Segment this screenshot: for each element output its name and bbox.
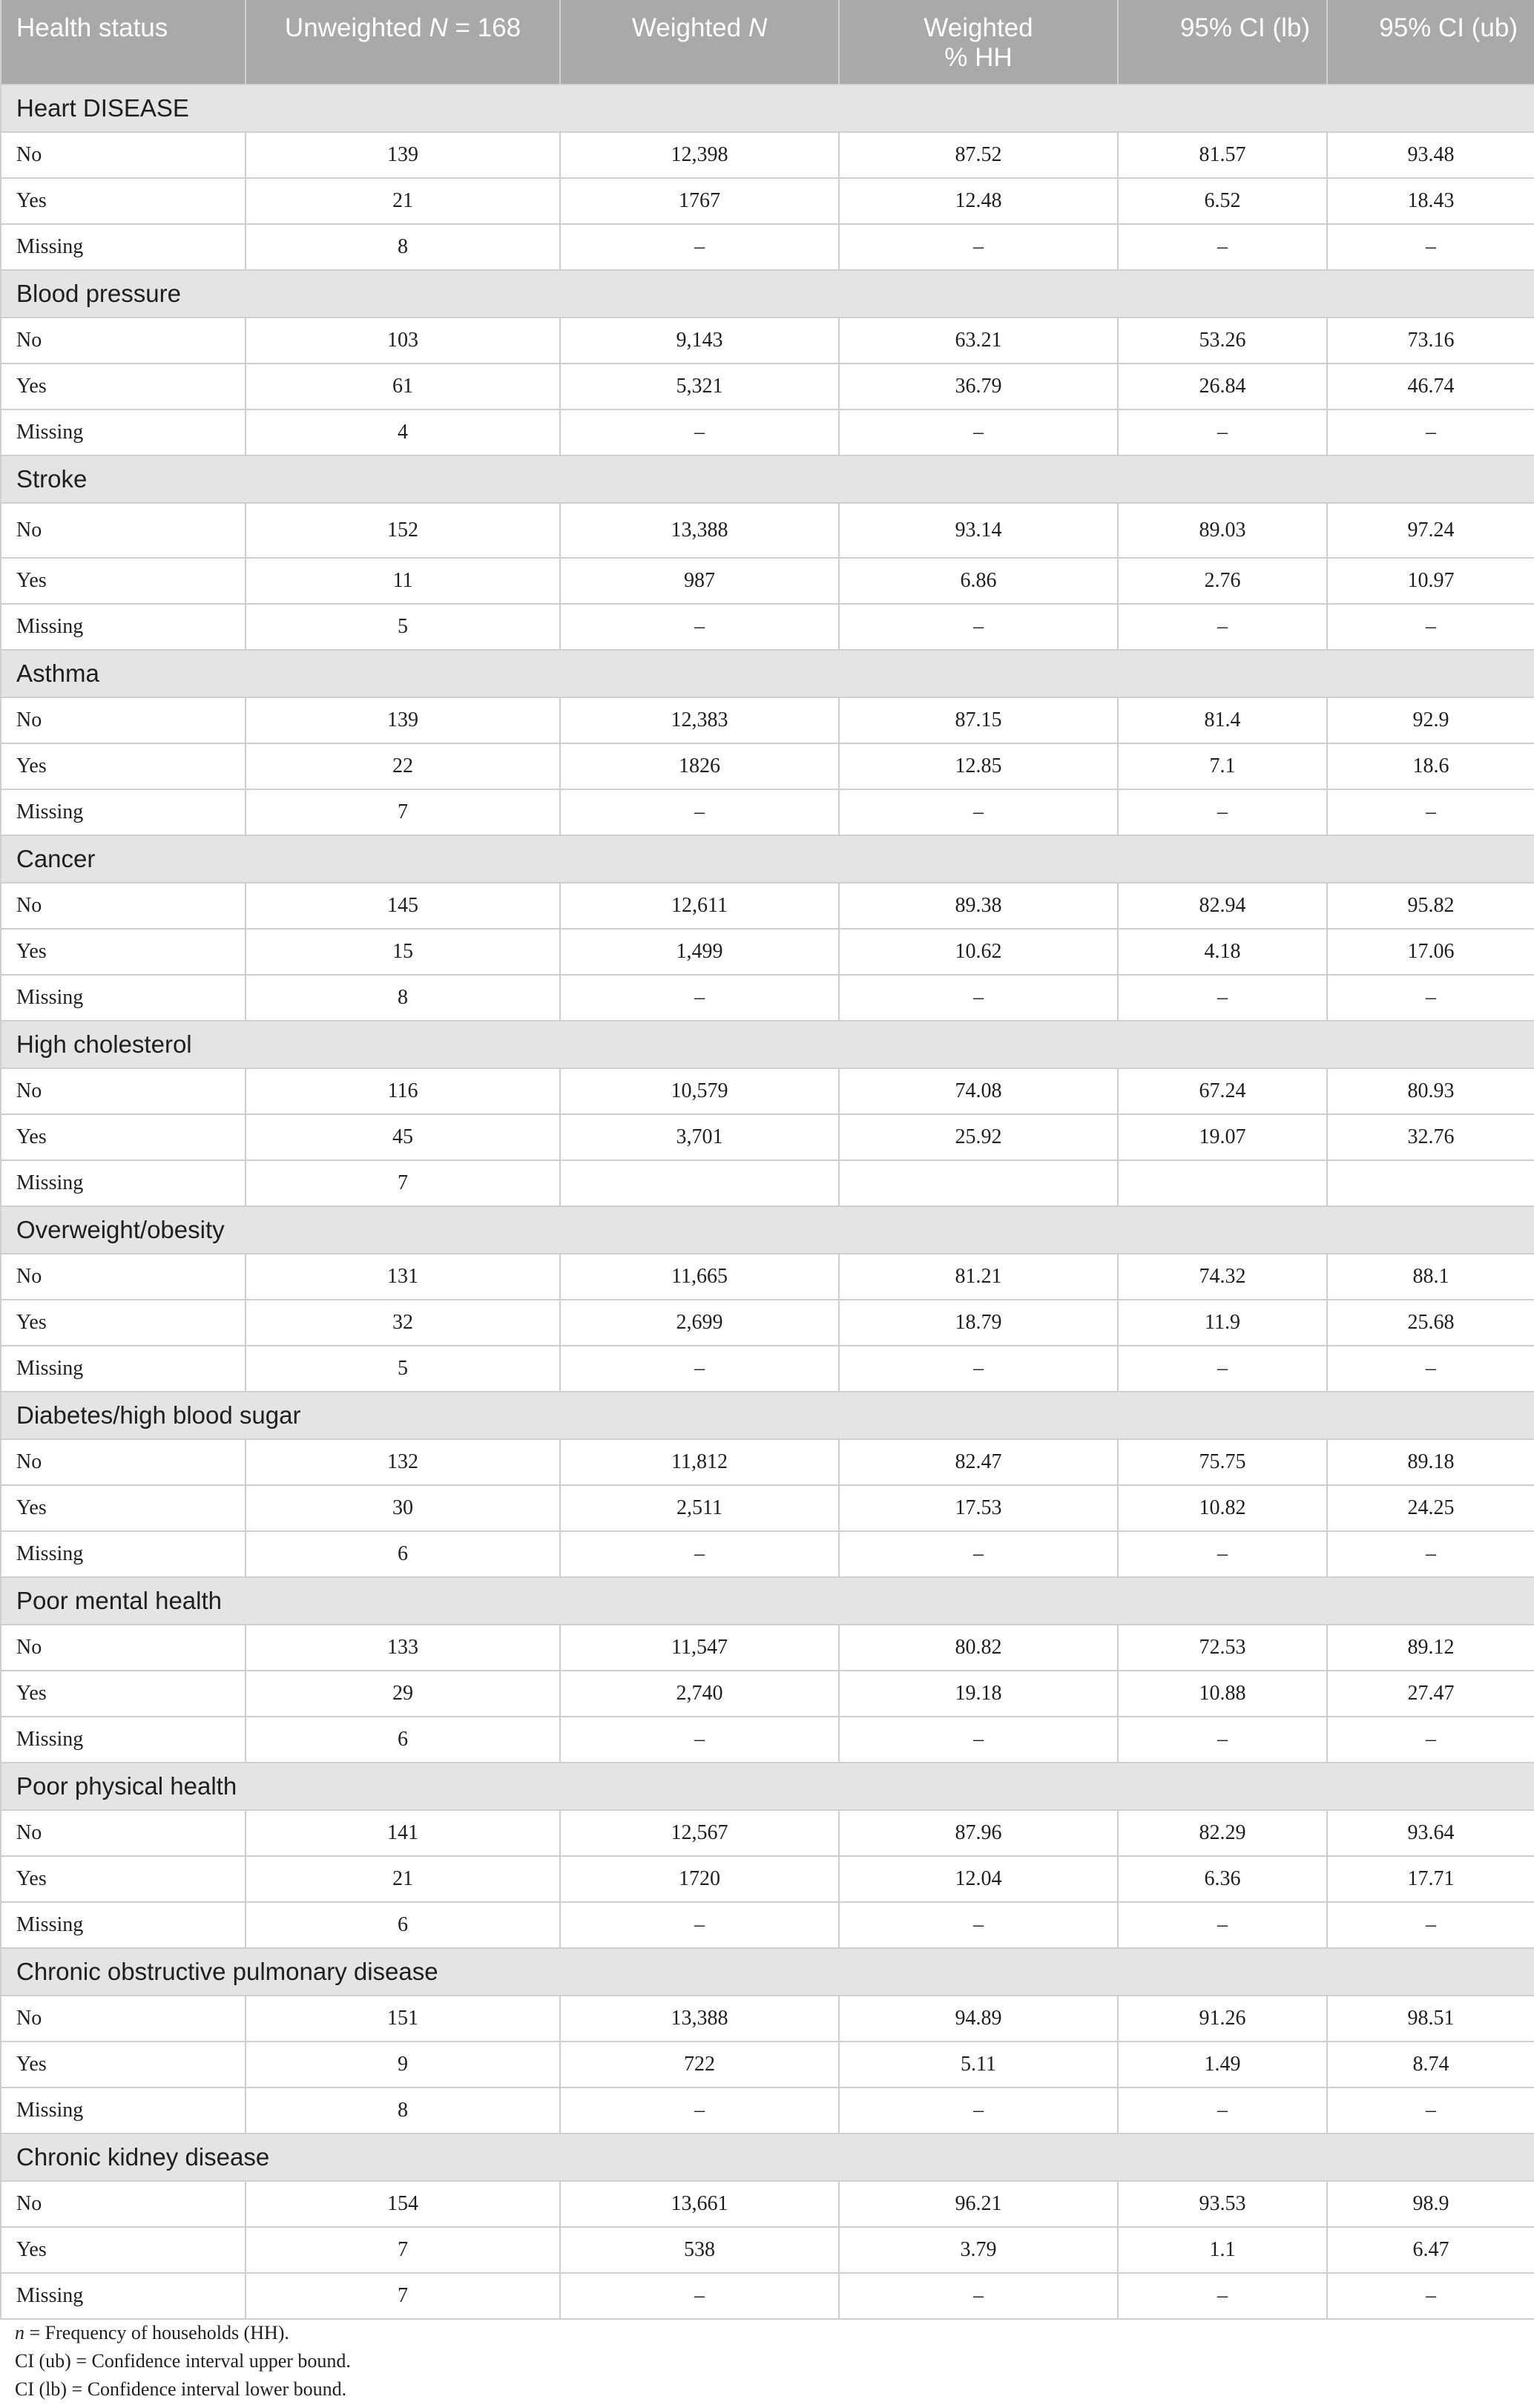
unweighted-n-cell: 5: [246, 604, 560, 650]
weighted-n-cell: 13,661: [560, 2181, 839, 2227]
row-label-cell: Missing: [1, 2273, 246, 2319]
weighted-pct-cell: –: [839, 2088, 1118, 2134]
weighted-pct-cell: –: [839, 1902, 1118, 1948]
weighted-pct-cell: 94.89: [839, 1996, 1118, 2042]
table-row: [1, 178, 1534, 224]
row-label-cell: Yes: [1, 1856, 246, 1902]
group-title: Asthma: [1, 650, 1534, 697]
group-header-row: [1, 650, 1534, 697]
row-label-cell: No: [1, 1439, 246, 1485]
ci-ub-cell: –: [1327, 789, 1534, 835]
group-title: Heart DISEASE: [1, 85, 1534, 132]
unweighted-n-cell: 11: [246, 558, 560, 604]
row-label-cell: No: [1, 503, 246, 558]
group-header-row: [1, 270, 1534, 318]
group-header-row: [1, 1763, 1534, 1810]
row-label-cell: No: [1, 1625, 246, 1671]
weighted-pct-cell: 17.53: [839, 1485, 1118, 1531]
table-row: [1, 2042, 1534, 2088]
group-header-row: [1, 1577, 1534, 1625]
ci-lb-cell: 7.1: [1118, 743, 1327, 789]
ci-ub-cell: 89.12: [1327, 1625, 1534, 1671]
table-row: [1, 1625, 1534, 1671]
unweighted-n-cell: 6: [246, 1902, 560, 1948]
unweighted-n-cell: 139: [246, 132, 560, 178]
ci-ub-cell: 25.68: [1327, 1300, 1534, 1346]
table-row: [1, 132, 1534, 178]
row-label-cell: Missing: [1, 409, 246, 455]
table-row: [1, 2181, 1534, 2227]
ci-lb-cell: 19.07: [1118, 1114, 1327, 1160]
table-row: [1, 1114, 1534, 1160]
weighted-n-cell: 12,383: [560, 697, 839, 743]
weighted-n-cell: 1720: [560, 1856, 839, 1902]
unweighted-n-cell: 145: [246, 883, 560, 929]
ci-ub-cell: 93.48: [1327, 132, 1534, 178]
unweighted-n-cell: 139: [246, 697, 560, 743]
weighted-n-cell: 11,547: [560, 1625, 839, 1671]
ci-ub-cell: –: [1327, 2273, 1534, 2319]
weighted-pct-cell: 93.14: [839, 503, 1118, 558]
unweighted-n-cell: 154: [246, 2181, 560, 2227]
ci-ub-cell: 98.9: [1327, 2181, 1534, 2227]
weighted-pct-cell: –: [839, 604, 1118, 650]
ci-ub-cell: 32.76: [1327, 1114, 1534, 1160]
table-row: [1, 743, 1534, 789]
weighted-n-cell: 2,740: [560, 1671, 839, 1717]
weighted-pct-cell: 89.38: [839, 883, 1118, 929]
row-label-cell: Missing: [1, 1531, 246, 1577]
ci-ub-cell: 95.82: [1327, 883, 1534, 929]
weighted-n-cell: –: [560, 2273, 839, 2319]
group-header-row: [1, 1392, 1534, 1439]
table-row: [1, 604, 1534, 650]
ci-lb-cell: –: [1118, 1717, 1327, 1763]
ci-ub-cell: 18.43: [1327, 178, 1534, 224]
table-row: [1, 975, 1534, 1021]
weighted-pct-cell: 10.62: [839, 929, 1118, 975]
row-label-cell: No: [1, 1068, 246, 1114]
weighted-n-cell: 12,567: [560, 1810, 839, 1856]
table-row: [1, 1439, 1534, 1485]
group-title: Poor mental health: [1, 1577, 1534, 1625]
weighted-pct-cell: 6.86: [839, 558, 1118, 604]
unweighted-n-cell: 45: [246, 1114, 560, 1160]
ci-ub-cell: 73.16: [1327, 318, 1534, 363]
table-row: [1, 1996, 1534, 2042]
unweighted-n-cell: 151: [246, 1996, 560, 2042]
group-header-row: [1, 835, 1534, 883]
ci-ub-cell: 18.6: [1327, 743, 1534, 789]
row-label-cell: Yes: [1, 1485, 246, 1531]
weighted-n-cell: 3,701: [560, 1114, 839, 1160]
table-row: [1, 883, 1534, 929]
ci-lb-cell: –: [1118, 789, 1327, 835]
ci-ub-cell: 17.71: [1327, 1856, 1534, 1902]
weighted-n-cell: 1,499: [560, 929, 839, 975]
unweighted-n-cell: 116: [246, 1068, 560, 1114]
weighted-pct-cell: 87.96: [839, 1810, 1118, 1856]
weighted-n-cell: –: [560, 975, 839, 1021]
weighted-n-cell: 1826: [560, 743, 839, 789]
unweighted-n-cell: 30: [246, 1485, 560, 1531]
group-header-row: [1, 85, 1534, 132]
group-title: Stroke: [1, 455, 1534, 503]
weighted-pct-cell: 63.21: [839, 318, 1118, 363]
row-label-cell: Yes: [1, 558, 246, 604]
weighted-pct-cell: –: [839, 2273, 1118, 2319]
unweighted-n-cell: 15: [246, 929, 560, 975]
ci-lb-cell: 11.9: [1118, 1300, 1327, 1346]
weighted-n-cell: –: [560, 1717, 839, 1763]
weighted-pct-cell: 12.04: [839, 1856, 1118, 1902]
table-row: [1, 1485, 1534, 1531]
weighted-pct-cell: –: [839, 224, 1118, 270]
ci-lb-cell: 72.53: [1118, 1625, 1327, 1671]
ci-lb-cell: 93.53: [1118, 2181, 1327, 2227]
ci-ub-cell: 80.93: [1327, 1068, 1534, 1114]
ci-ub-cell: 92.9: [1327, 697, 1534, 743]
row-label-cell: Yes: [1, 2227, 246, 2273]
footnote-ci-lb: CI (lb) = Confidence interval lower bound.: [15, 2378, 347, 2400]
ci-ub-cell: 88.1: [1327, 1254, 1534, 1300]
table-row: [1, 224, 1534, 270]
ci-lb-cell: 1.49: [1118, 2042, 1327, 2088]
weighted-n-cell: 722: [560, 2042, 839, 2088]
ci-lb-cell: 81.57: [1118, 132, 1327, 178]
weighted-n-cell: –: [560, 2088, 839, 2134]
ci-lb-cell: 91.26: [1118, 1996, 1327, 2042]
ci-ub-cell: 8.74: [1327, 2042, 1534, 2088]
unweighted-n-cell: 103: [246, 318, 560, 363]
ci-lb-cell: 10.82: [1118, 1485, 1327, 1531]
unweighted-n-cell: 32: [246, 1300, 560, 1346]
ci-lb-cell: 82.94: [1118, 883, 1327, 929]
unweighted-n-cell: 29: [246, 1671, 560, 1717]
row-label-cell: Missing: [1, 224, 246, 270]
row-label-cell: Missing: [1, 1346, 246, 1392]
ci-ub-cell: [1327, 1160, 1534, 1206]
weighted-pct-cell: 96.21: [839, 2181, 1118, 2227]
weighted-pct-cell: –: [839, 1717, 1118, 1763]
group-header-row: [1, 2134, 1534, 2181]
row-label-cell: No: [1, 1996, 246, 2042]
weighted-n-cell: –: [560, 604, 839, 650]
header-weighted-pct-line2: % HH: [944, 43, 1013, 72]
table-row: [1, 2273, 1534, 2319]
header-weighted-pct-line1: Weighted: [924, 13, 1033, 42]
unweighted-n-cell: 141: [246, 1810, 560, 1856]
ci-ub-cell: –: [1327, 1531, 1534, 1577]
table-row: [1, 1531, 1534, 1577]
header-weighted-pct: [839, 0, 1118, 85]
ci-lb-cell: 26.84: [1118, 363, 1327, 409]
weighted-n-cell: 9,143: [560, 318, 839, 363]
weighted-pct-cell: 3.79: [839, 2227, 1118, 2273]
unweighted-n-cell: 133: [246, 1625, 560, 1671]
ci-ub-cell: 27.47: [1327, 1671, 1534, 1717]
group-title: Overweight/obesity: [1, 1206, 1534, 1254]
ci-lb-cell: 81.4: [1118, 697, 1327, 743]
table-body: [1, 85, 1534, 2319]
ci-ub-cell: –: [1327, 2088, 1534, 2134]
unweighted-n-cell: 7: [246, 1160, 560, 1206]
row-label-cell: Yes: [1, 743, 246, 789]
table-row: [1, 409, 1534, 455]
weighted-n-cell: [560, 1160, 839, 1206]
row-label-cell: No: [1, 318, 246, 363]
weighted-n-cell: 2,511: [560, 1485, 839, 1531]
row-label-cell: Yes: [1, 1671, 246, 1717]
unweighted-n-cell: 21: [246, 1856, 560, 1902]
weighted-pct-cell: –: [839, 975, 1118, 1021]
group-header-row: [1, 1021, 1534, 1068]
weighted-pct-cell: 12.48: [839, 178, 1118, 224]
header-unweighted-prefix: Unweighted: [284, 13, 422, 42]
ci-ub-cell: –: [1327, 1902, 1534, 1948]
weighted-pct-cell: 80.82: [839, 1625, 1118, 1671]
table-row: [1, 2088, 1534, 2134]
footnote-n-text: = Frequency of households (HH).: [24, 2322, 289, 2343]
ci-lb-cell: 74.32: [1118, 1254, 1327, 1300]
table-row: [1, 1068, 1534, 1114]
table-row: [1, 1254, 1534, 1300]
row-label-cell: No: [1, 1810, 246, 1856]
ci-lb-cell: 10.88: [1118, 1671, 1327, 1717]
row-label-cell: Missing: [1, 1717, 246, 1763]
header-ci-ub: 95% CI (ub): [1327, 0, 1534, 85]
ci-ub-cell: 6.47: [1327, 2227, 1534, 2273]
ci-lb-cell: –: [1118, 409, 1327, 455]
weighted-pct-cell: 19.18: [839, 1671, 1118, 1717]
ci-ub-cell: –: [1327, 1717, 1534, 1763]
ci-ub-cell: 17.06: [1327, 929, 1534, 975]
unweighted-n-cell: 132: [246, 1439, 560, 1485]
ci-ub-cell: 97.24: [1327, 503, 1534, 558]
group-title: Chronic obstructive pulmonary disease: [1, 1948, 1534, 1996]
table-row: [1, 697, 1534, 743]
unweighted-n-cell: 6: [246, 1531, 560, 1577]
group-header-row: [1, 455, 1534, 503]
row-label-cell: No: [1, 2181, 246, 2227]
row-label-cell: Yes: [1, 929, 246, 975]
row-label-cell: Missing: [1, 604, 246, 650]
weighted-pct-cell: 87.52: [839, 132, 1118, 178]
weighted-n-cell: –: [560, 409, 839, 455]
table-header: [1, 0, 1534, 85]
unweighted-n-cell: 7: [246, 2227, 560, 2273]
weighted-n-cell: 10,579: [560, 1068, 839, 1114]
ci-ub-cell: –: [1327, 975, 1534, 1021]
table-row: [1, 1902, 1534, 1948]
footnote-ci-ub: CI (ub) = Confidence interval upper bound.: [15, 2350, 351, 2372]
unweighted-n-cell: 9: [246, 2042, 560, 2088]
ci-lb-cell: 4.18: [1118, 929, 1327, 975]
ci-lb-cell: 6.52: [1118, 178, 1327, 224]
weighted-n-cell: 538: [560, 2227, 839, 2273]
ci-ub-cell: –: [1327, 224, 1534, 270]
table-row: [1, 318, 1534, 363]
unweighted-n-cell: 6: [246, 1717, 560, 1763]
header-unweighted-var: N: [429, 13, 448, 42]
ci-lb-cell: 6.36: [1118, 1856, 1327, 1902]
header-weighted-n: [560, 0, 839, 85]
table-row: [1, 1856, 1534, 1902]
weighted-n-cell: 987: [560, 558, 839, 604]
ci-ub-cell: –: [1327, 604, 1534, 650]
row-label-cell: Yes: [1, 2042, 246, 2088]
header-health-status: Health status: [1, 0, 246, 85]
row-label-cell: No: [1, 697, 246, 743]
table-footnotes: [15, 2319, 351, 2404]
weighted-n-cell: 12,398: [560, 132, 839, 178]
weighted-pct-cell: 87.15: [839, 697, 1118, 743]
ci-ub-cell: 89.18: [1327, 1439, 1534, 1485]
ci-ub-cell: –: [1327, 1346, 1534, 1392]
ci-lb-cell: –: [1118, 1346, 1327, 1392]
unweighted-n-cell: 152: [246, 503, 560, 558]
weighted-n-cell: –: [560, 789, 839, 835]
weighted-n-cell: –: [560, 1346, 839, 1392]
ci-lb-cell: 2.76: [1118, 558, 1327, 604]
ci-lb-cell: –: [1118, 975, 1327, 1021]
group-title: Blood pressure: [1, 270, 1534, 318]
weighted-pct-cell: 5.11: [839, 2042, 1118, 2088]
weighted-pct-cell: 74.08: [839, 1068, 1118, 1114]
row-label-cell: Missing: [1, 789, 246, 835]
weighted-n-cell: 13,388: [560, 503, 839, 558]
footnote-n-symbol: n: [15, 2322, 24, 2343]
group-header-row: [1, 1948, 1534, 1996]
group-title: Chronic kidney disease: [1, 2134, 1534, 2181]
group-title: High cholesterol: [1, 1021, 1534, 1068]
weighted-n-cell: –: [560, 1531, 839, 1577]
ci-ub-cell: 24.25: [1327, 1485, 1534, 1531]
table-row: [1, 363, 1534, 409]
weighted-n-cell: –: [560, 224, 839, 270]
ci-ub-cell: 93.64: [1327, 1810, 1534, 1856]
row-label-cell: Missing: [1, 1160, 246, 1206]
weighted-n-cell: 2,699: [560, 1300, 839, 1346]
row-label-cell: No: [1, 132, 246, 178]
unweighted-n-cell: 7: [246, 2273, 560, 2319]
row-label-cell: No: [1, 883, 246, 929]
group-title: Diabetes/high blood sugar: [1, 1392, 1534, 1439]
weighted-pct-cell: –: [839, 789, 1118, 835]
ci-lb-cell: 1.1: [1118, 2227, 1327, 2273]
weighted-pct-cell: 18.79: [839, 1300, 1118, 1346]
table-row: [1, 1160, 1534, 1206]
weighted-pct-cell: 81.21: [839, 1254, 1118, 1300]
ci-lb-cell: 89.03: [1118, 503, 1327, 558]
ci-lb-cell: 75.75: [1118, 1439, 1327, 1485]
ci-lb-cell: [1118, 1160, 1327, 1206]
weighted-n-cell: 12,611: [560, 883, 839, 929]
weighted-pct-cell: 36.79: [839, 363, 1118, 409]
row-label-cell: Yes: [1, 363, 246, 409]
table-row: [1, 1717, 1534, 1763]
group-title: Cancer: [1, 835, 1534, 883]
unweighted-n-cell: 4: [246, 409, 560, 455]
group-title: Poor physical health: [1, 1763, 1534, 1810]
weighted-pct-cell: 25.92: [839, 1114, 1118, 1160]
ci-lb-cell: –: [1118, 1531, 1327, 1577]
table-row: [1, 1300, 1534, 1346]
ci-lb-cell: –: [1118, 1902, 1327, 1948]
weighted-pct-cell: –: [839, 409, 1118, 455]
weighted-n-cell: –: [560, 1902, 839, 1948]
row-label-cell: Yes: [1, 1300, 246, 1346]
row-label-cell: Yes: [1, 1114, 246, 1160]
table-row: [1, 503, 1534, 558]
group-header-row: [1, 1206, 1534, 1254]
table-row: [1, 1810, 1534, 1856]
table-row: [1, 1671, 1534, 1717]
weighted-n-cell: 11,665: [560, 1254, 839, 1300]
unweighted-n-cell: 8: [246, 2088, 560, 2134]
unweighted-n-cell: 61: [246, 363, 560, 409]
weighted-pct-cell: –: [839, 1346, 1118, 1392]
ci-ub-cell: –: [1327, 409, 1534, 455]
table-row: [1, 1346, 1534, 1392]
unweighted-n-cell: 5: [246, 1346, 560, 1392]
row-label-cell: Missing: [1, 1902, 246, 1948]
weighted-n-cell: 11,812: [560, 1439, 839, 1485]
weighted-pct-cell: 82.47: [839, 1439, 1118, 1485]
table-row: [1, 789, 1534, 835]
header-weighted-n-prefix: Weighted: [631, 13, 742, 42]
header-weighted-n-var: N: [748, 13, 768, 42]
row-label-cell: Yes: [1, 178, 246, 224]
unweighted-n-cell: 8: [246, 975, 560, 1021]
unweighted-n-cell: 7: [246, 789, 560, 835]
header-unweighted-suffix: = 168: [447, 13, 521, 42]
ci-lb-cell: –: [1118, 604, 1327, 650]
header-ci-lb: 95% CI (lb): [1118, 0, 1327, 85]
ci-lb-cell: –: [1118, 2273, 1327, 2319]
weighted-pct-cell: [839, 1160, 1118, 1206]
row-label-cell: No: [1, 1254, 246, 1300]
unweighted-n-cell: 21: [246, 178, 560, 224]
ci-ub-cell: 10.97: [1327, 558, 1534, 604]
header-unweighted-n: [246, 0, 560, 85]
weighted-n-cell: 5,321: [560, 363, 839, 409]
table-row: [1, 558, 1534, 604]
ci-lb-cell: –: [1118, 224, 1327, 270]
unweighted-n-cell: 131: [246, 1254, 560, 1300]
ci-ub-cell: 46.74: [1327, 363, 1534, 409]
ci-lb-cell: 53.26: [1118, 318, 1327, 363]
footnote-n: [15, 2319, 351, 2347]
ci-lb-cell: 82.29: [1118, 1810, 1327, 1856]
weighted-n-cell: 1767: [560, 178, 839, 224]
table-row: [1, 2227, 1534, 2273]
ci-lb-cell: 67.24: [1118, 1068, 1327, 1114]
ci-ub-cell: 98.51: [1327, 1996, 1534, 2042]
unweighted-n-cell: 8: [246, 224, 560, 270]
weighted-pct-cell: 12.85: [839, 743, 1118, 789]
ci-lb-cell: –: [1118, 2088, 1327, 2134]
weighted-n-cell: 13,388: [560, 1996, 839, 2042]
unweighted-n-cell: 22: [246, 743, 560, 789]
weighted-pct-cell: –: [839, 1531, 1118, 1577]
row-label-cell: Missing: [1, 2088, 246, 2134]
row-label-cell: Missing: [1, 975, 246, 1021]
table-row: [1, 929, 1534, 975]
